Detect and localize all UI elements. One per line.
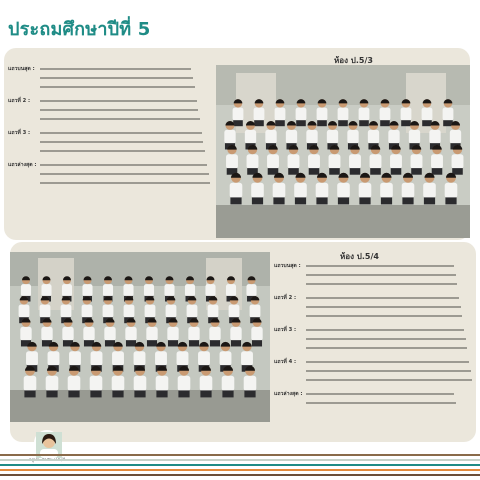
row-label: แถวที่ 2 :: [274, 295, 297, 301]
name-line: [40, 97, 197, 106]
name-line: [306, 312, 462, 321]
stripe: [0, 464, 480, 466]
name-line: [40, 83, 195, 92]
name-line: [306, 335, 466, 344]
stripe: [0, 459, 480, 461]
student-names: [306, 358, 474, 385]
roster-group: [274, 326, 474, 353]
row-label: แถวบนสุด :: [8, 66, 35, 72]
name-line: [40, 65, 191, 74]
student-names: [40, 161, 212, 188]
roster-group: [274, 390, 474, 408]
class-label-5-4: ห้อง ป.5/4: [340, 252, 379, 261]
stripe: [0, 469, 480, 471]
group-photo-illustration: [216, 65, 470, 238]
stripe: [0, 454, 480, 456]
class-photo-5-3: [216, 65, 470, 238]
name-line: [306, 294, 459, 303]
stripe: [0, 474, 480, 476]
roster-group: [8, 161, 212, 188]
student-names: [40, 129, 212, 156]
page-title: ประถมศึกษาปีที่ 5: [8, 19, 151, 40]
student-names: [40, 65, 212, 92]
student-names: [306, 326, 474, 353]
roster-group: [274, 262, 474, 289]
student-names: [306, 294, 474, 321]
roster-group: [8, 65, 212, 92]
name-line: [306, 344, 467, 353]
roster-group: [8, 129, 212, 156]
name-line: [306, 326, 464, 335]
class-photo-5-4: [10, 252, 270, 422]
row-label: แถวบนสุด :: [274, 263, 301, 269]
name-line: [306, 262, 454, 271]
row-label: แถวที่ 2 :: [8, 98, 31, 104]
name-line: [40, 170, 209, 179]
class-panel-5-3: [4, 48, 470, 240]
student-names: [40, 97, 212, 124]
student-roster-5-4: [274, 262, 474, 413]
name-line: [40, 74, 193, 83]
roster-group: [274, 294, 474, 321]
decorative-stripes: [0, 446, 480, 480]
name-line: [40, 179, 210, 188]
class-panel-5-4: [10, 242, 476, 442]
name-line: [306, 376, 472, 385]
student-names: [306, 262, 474, 289]
class-label-5-3: ห้อง ป.5/3: [334, 56, 373, 65]
roster-group: [274, 358, 474, 385]
group-photo-illustration: [10, 252, 270, 422]
roster-group: [8, 97, 212, 124]
row-label: แถวที่ 3 :: [274, 327, 297, 333]
row-label: แถวล่างสุด :: [274, 391, 303, 397]
name-line: [40, 106, 198, 115]
name-line: [306, 390, 454, 399]
row-label: แถวที่ 3 :: [8, 130, 31, 136]
student-names: [306, 390, 474, 408]
row-label: แถวที่ 4 :: [274, 359, 297, 365]
name-line: [40, 161, 207, 170]
name-line: [306, 367, 471, 376]
student-roster-5-3: [8, 65, 212, 193]
name-line: [40, 129, 202, 138]
name-line: [306, 358, 469, 367]
name-line: [306, 399, 456, 408]
name-line: [306, 303, 461, 312]
name-line: [40, 115, 200, 124]
name-line: [306, 280, 457, 289]
name-line: [306, 271, 456, 280]
row-label: แถวล่างสุด :: [8, 162, 37, 168]
name-line: [40, 138, 203, 147]
name-line: [40, 147, 205, 156]
